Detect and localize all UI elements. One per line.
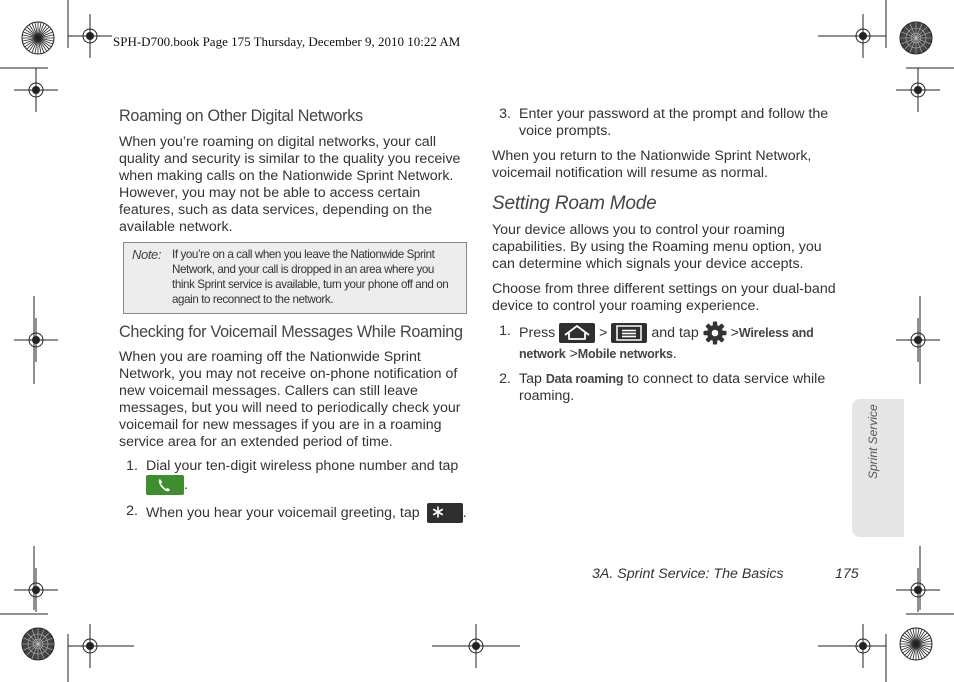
step-number: 2. [499,371,511,387]
step-number: 2. [126,503,138,519]
section-title-roam-mode: Setting Roam Mode [492,193,657,214]
menu-path-mobile-networks: Mobile networks [577,347,673,361]
note-text: If you’re on a call when you leave the Nationwide Sprint Network, and your call is dropped in an area where you think Sprint service is available, turn your phone off and on again to reconnect to the network. [172,248,449,306]
note-label: Note: [132,247,162,262]
footer-chapter: 3A. Sprint Service: The Basics [592,566,784,582]
note-box [123,242,467,314]
roam-mode-para2: Choose from three different settings on your dual-band device to control your roaming experience. [492,281,836,314]
page-number: 175 [835,566,859,582]
list-item [119,503,469,523]
chapter-side-tab-label [866,457,880,479]
step-end: . [184,476,188,493]
menu-path-wireless-network: Wireless and network [519,325,814,361]
step-separator: > [599,324,608,341]
roam-mode-para1: Your device allows you to control your roaming capabilities. By using the Roaming menu option, you can determine which signals your device accepts. [492,222,822,272]
step-end: . [672,346,677,362]
star-key-icon [427,503,463,523]
step-text: to connect to data service while roaming. [519,371,826,404]
step-end: . [462,504,467,521]
section-title-roaming-digital: Roaming on Other Digital Networks [119,107,363,125]
section-title-voicemail-roaming: Checking for Voicemail Messages While Roaming [119,323,463,341]
step-separator: > [730,324,739,341]
home-key-icon [559,323,595,343]
step-number: 1. [126,458,138,474]
list-item [492,321,844,363]
right-column [492,106,844,405]
settings-gear-icon [703,321,727,345]
step-text: Dial your ten-digit wireless phone number and tap [146,458,459,474]
menu-option-data-roaming: Data roaming [545,372,624,386]
section-body-voicemail-roaming: When you are roaming off the Nationwide Sprint Network, you may not receive on-phone notification of new voicemail messages. Callers can still leave messages, but you will need to periodically check your voicemail for new messages if you are in a roaming service area for an extended period of time. [119,349,461,450]
menu-key-icon [611,323,647,343]
step-separator: > [569,346,578,362]
step-text: Enter your password at the prompt and follow the voice prompts. [519,106,829,139]
step-number: 1. [499,323,511,339]
return-paragraph: When you return to the Nationwide Sprint Network, voicemail notification will resume as normal. [492,148,812,181]
section-body-roaming-digital: When you’re roaming on digital networks, your call quality and security is similar to the quality you receive when making calls on the Nationwide Sprint Network. However, you may not be able to access certain features, such as data services, depending on the available network. [119,134,461,235]
list-item [492,106,844,140]
list-item [492,371,844,405]
print-header: SPH-D700.book Page 175 Thursday, December 9, 2010 10:22 AM [113,34,461,49]
list-item [119,458,469,495]
left-column [119,106,469,523]
step-text: and tap [651,324,699,341]
step-text: When you hear your voicemail greeting, tap [146,504,420,521]
step-text: Press [519,324,556,341]
phone-key-icon [146,475,184,495]
step-text: Tap [519,371,542,387]
step-number: 3. [499,106,511,122]
